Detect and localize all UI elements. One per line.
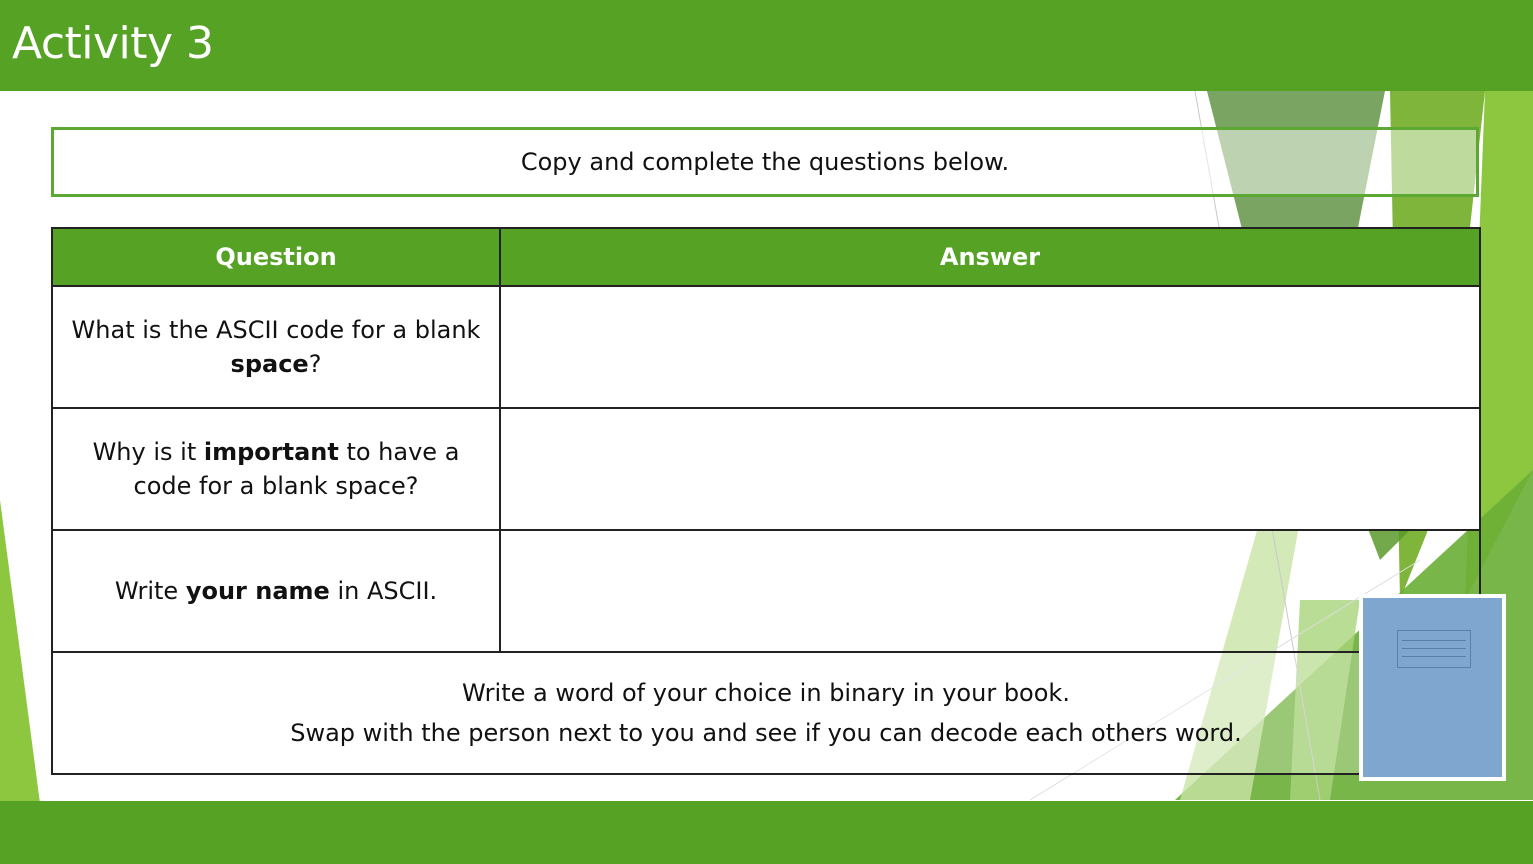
task-line-1: Write a word of your choice in binary in your book. xyxy=(462,679,1070,707)
question-text: Write xyxy=(114,577,186,605)
question-emphasis: important xyxy=(203,438,339,466)
slide-title: Activity 3 xyxy=(12,18,214,69)
footer-bar xyxy=(0,801,1533,864)
book-cover xyxy=(1363,598,1502,777)
question-table xyxy=(51,227,1481,775)
instruction-text: Copy and complete the questions below. xyxy=(520,148,1010,176)
question-text: ? xyxy=(308,350,322,378)
task-line-2: Swap with the person next to you and see if you can decode each others word. xyxy=(290,719,1242,747)
question-text: in ASCII. xyxy=(329,577,438,605)
table-row xyxy=(52,408,1480,530)
table-header-row xyxy=(52,228,1480,286)
table-row xyxy=(52,530,1480,652)
answer-cell[interactable] xyxy=(500,530,1480,652)
table-row-final xyxy=(52,652,1480,774)
book-label xyxy=(1397,630,1471,668)
instruction-box xyxy=(51,127,1479,197)
table-row xyxy=(52,286,1480,408)
task-cell xyxy=(52,652,1480,774)
title-bar xyxy=(0,0,1533,91)
answer-cell[interactable] xyxy=(500,286,1480,408)
exercise-book-icon xyxy=(1359,594,1506,781)
question-cell xyxy=(52,408,500,530)
answer-cell[interactable] xyxy=(500,408,1480,530)
question-text: to have a code for a blank space? xyxy=(133,438,460,500)
question-cell xyxy=(52,286,500,408)
question-emphasis: space xyxy=(230,350,309,378)
question-emphasis: your name xyxy=(185,577,330,605)
question-cell xyxy=(52,530,500,652)
question-text: Why is it xyxy=(92,438,204,466)
question-text: What is the ASCII code for a blank xyxy=(71,316,481,344)
column-header-answer: Answer xyxy=(500,228,1480,286)
column-header-question: Question xyxy=(52,228,500,286)
